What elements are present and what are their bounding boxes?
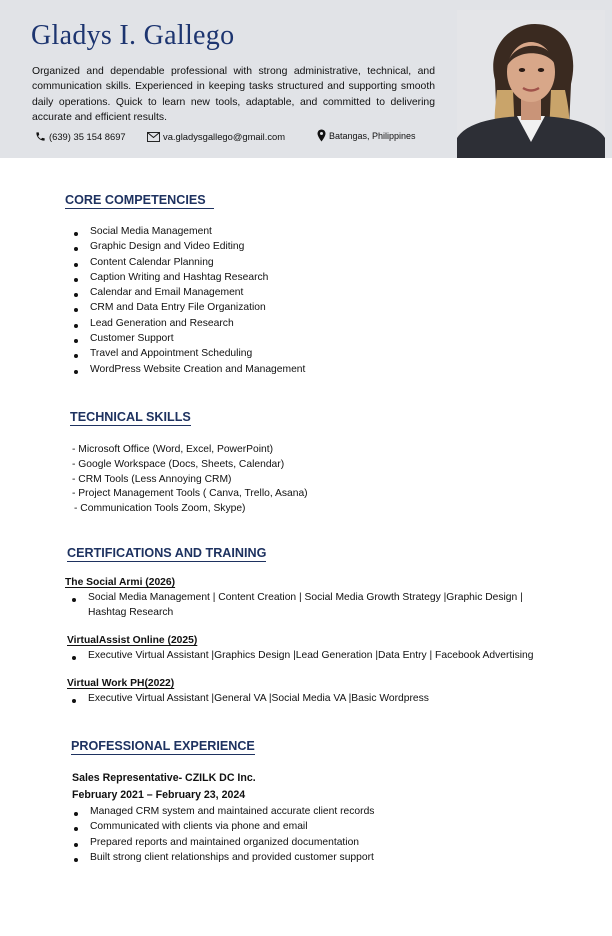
- certifications-heading: CERTIFICATIONS AND TRAINING: [67, 546, 267, 560]
- cert-list-virtual-work-ph: [88, 693, 429, 708]
- profile-photo: [457, 10, 605, 158]
- list-item: - CRM Tools (Less Annoying CRM): [72, 473, 232, 485]
- contact-phone[interactable]: [35, 131, 126, 144]
- candidate-name: Gladys I. Gallego: [31, 20, 235, 51]
- list-item: Executive Virtual Assistant |Graphics Design |Lead Generation |Data Entry | Facebook Advertising: [88, 650, 534, 665]
- cert-org-virtual-work-ph: Virtual Work PH(2022): [67, 678, 175, 689]
- list-item: Built strong client relationships and provided customer support: [90, 852, 374, 867]
- contact-email[interactable]: [147, 131, 285, 144]
- phone-icon: [35, 131, 46, 144]
- list-item: Content Calendar Planning: [90, 257, 305, 272]
- list-item: Calendar and Email Management: [90, 287, 305, 302]
- experience-heading: PROFESSIONAL EXPERIENCE: [71, 739, 255, 753]
- list-item: - Project Management Tools ( Canva, Trello, Asana): [72, 488, 308, 500]
- job-title: Sales Representative- CZILK DC Inc.: [72, 772, 256, 784]
- list-item: - Communication Tools Zoom, Skype): [74, 503, 246, 515]
- experience-list: [90, 806, 374, 867]
- professional-summary: Organized and dependable professional with strong administrative, technical, and communication skills. Experienced in keeping tasks structured and supporting smooth daily operations. Quick to learn new tools, adaptable, and committed to delivering accurate and efficient results.: [32, 66, 435, 123]
- cert-org-virtualassist: VirtualAssist Online (2025): [67, 635, 198, 646]
- cert-list-virtualassist: [88, 650, 534, 665]
- list-item: Prepared reports and maintained organized documentation: [90, 837, 374, 852]
- cert-list-social-armi: [88, 592, 523, 607]
- list-item: Social Media Management: [90, 226, 305, 241]
- list-item: Lead Generation and Research: [90, 318, 305, 333]
- list-item: - Microsoft Office (Word, Excel, PowerPoint): [72, 444, 274, 455]
- list-item: Travel and Appointment Scheduling: [90, 348, 305, 363]
- list-item: CRM and Data Entry File Organization: [90, 302, 305, 317]
- list-item: Communicated with clients via phone and email: [90, 821, 374, 836]
- list-item: Customer Support: [90, 333, 305, 348]
- email-address: va.gladysgallego@gmail.com: [163, 131, 286, 142]
- list-item: - Google Workspace (Docs, Sheets, Calendar): [72, 458, 285, 470]
- cert-org-social-armi: The Social Armi (2026): [65, 577, 176, 588]
- core-competencies-heading: CORE COMPETENCIES: [65, 193, 214, 209]
- contact-location: [317, 129, 416, 144]
- technical-skills-list: [72, 443, 308, 517]
- envelope-icon: [147, 132, 160, 144]
- job-dates: February 2021 – February 23, 2024: [72, 789, 246, 801]
- list-item: Managed CRM system and maintained accurate client records: [90, 806, 374, 821]
- core-competencies-list: [90, 226, 305, 379]
- location-pin-icon: [317, 129, 326, 144]
- list-item: Executive Virtual Assistant |General VA |Social Media VA |Basic Wordpress: [88, 693, 429, 708]
- location-text: Batangas, Philippines: [329, 130, 416, 141]
- technical-skills-heading: TECHNICAL SKILLS: [70, 410, 191, 424]
- list-item: WordPress Website Creation and Management: [90, 364, 305, 379]
- list-item: Caption Writing and Hashtag Research: [90, 272, 305, 287]
- list-item: Graphic Design and Video Editing: [90, 241, 305, 256]
- phone-number: (639) 35 154 8697: [49, 131, 126, 142]
- cert-line-continued: Hashtag Research: [88, 607, 174, 618]
- list-item: Social Media Management | Content Creation | Social Media Growth Strategy |Graphic Design |: [88, 592, 523, 607]
